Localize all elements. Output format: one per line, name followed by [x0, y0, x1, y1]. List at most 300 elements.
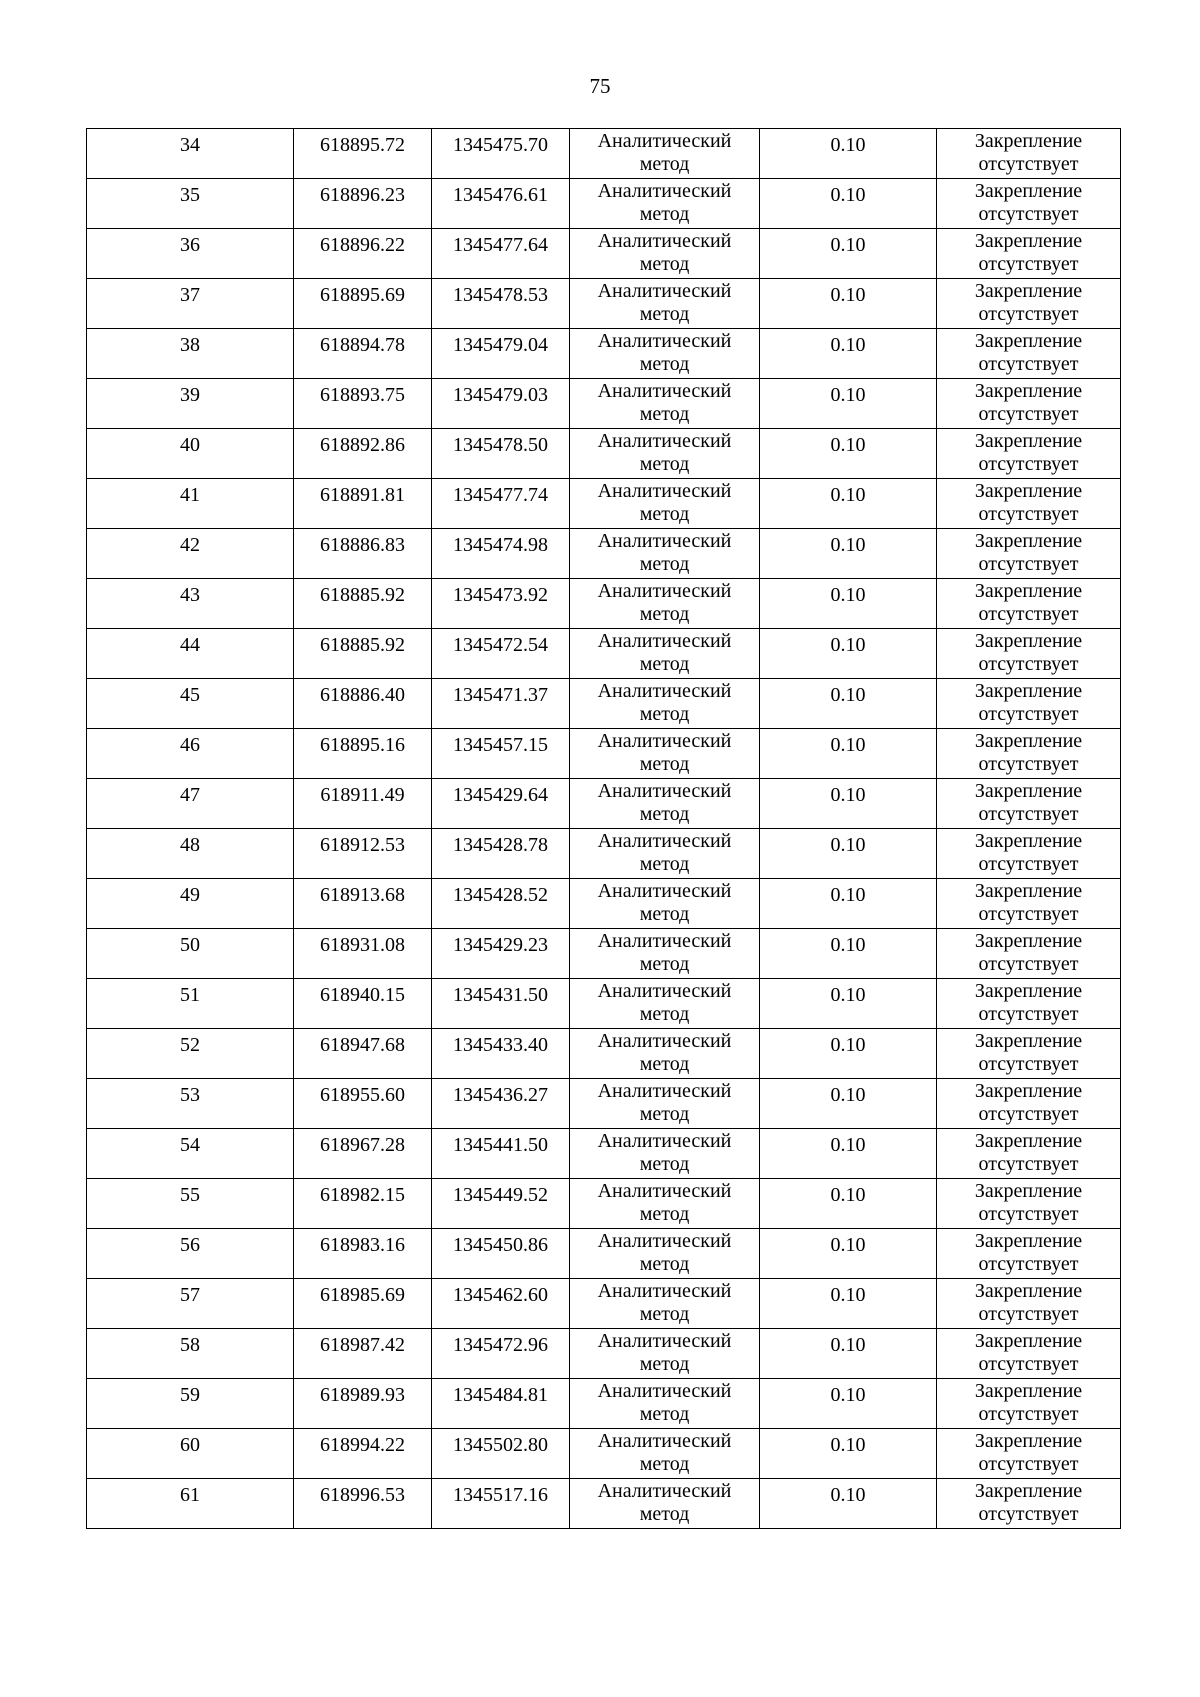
method-text: Аналитический	[597, 830, 732, 852]
point-number-cell: 53	[87, 1079, 294, 1129]
fixing-text: Закрепление	[974, 780, 1083, 802]
accuracy-cell: 0.10	[760, 629, 937, 679]
method-cell	[570, 279, 760, 329]
x-coordinate-cell: 618982.15	[294, 1179, 432, 1229]
fixing-cell	[937, 529, 1121, 579]
fixing-text: отсутствует	[978, 1003, 1079, 1025]
method-text: метод	[639, 853, 690, 875]
accuracy-cell: 0.10	[760, 1279, 937, 1329]
method-cell	[570, 1079, 760, 1129]
y-coordinate-cell: 1345433.40	[432, 1029, 570, 1079]
fixing-text: Закрепление	[974, 1330, 1083, 1352]
fixing-text: Закрепление	[974, 680, 1083, 702]
accuracy-cell: 0.10	[760, 129, 937, 179]
fixing-text: отсутствует	[978, 703, 1079, 725]
point-number-cell: 39	[87, 379, 294, 429]
accuracy-cell: 0.10	[760, 829, 937, 879]
table-row	[87, 629, 1121, 679]
y-coordinate-cell: 1345450.86	[432, 1229, 570, 1279]
y-coordinate-cell: 1345473.92	[432, 579, 570, 629]
accuracy-cell: 0.10	[760, 179, 937, 229]
method-text: метод	[639, 603, 690, 625]
point-number-cell: 37	[87, 279, 294, 329]
x-coordinate-cell: 618996.53	[294, 1479, 432, 1529]
method-cell	[570, 1229, 760, 1279]
y-coordinate-cell: 1345478.50	[432, 429, 570, 479]
y-coordinate-cell: 1345477.74	[432, 479, 570, 529]
x-coordinate-cell: 618994.22	[294, 1429, 432, 1479]
method-text: Аналитический	[597, 1480, 732, 1502]
method-text: метод	[639, 503, 690, 525]
x-coordinate-cell: 618940.15	[294, 979, 432, 1029]
method-text: метод	[639, 403, 690, 425]
method-text: Аналитический	[597, 1080, 732, 1102]
y-coordinate-cell: 1345472.54	[432, 629, 570, 679]
y-coordinate-cell: 1345428.78	[432, 829, 570, 879]
accuracy-cell: 0.10	[760, 929, 937, 979]
method-text: метод	[639, 1053, 690, 1075]
method-text: Аналитический	[597, 980, 732, 1002]
method-text: Аналитический	[597, 730, 732, 752]
method-text: Аналитический	[597, 1130, 732, 1152]
y-coordinate-cell: 1345474.98	[432, 529, 570, 579]
accuracy-cell: 0.10	[760, 1229, 937, 1279]
method-cell	[570, 129, 760, 179]
y-coordinate-cell: 1345502.80	[432, 1429, 570, 1479]
method-text: Аналитический	[597, 480, 732, 502]
fixing-text: отсутствует	[978, 353, 1079, 375]
method-cell	[570, 1329, 760, 1379]
table-row	[87, 229, 1121, 279]
fixing-text: отсутствует	[978, 1253, 1079, 1275]
point-number-cell: 48	[87, 829, 294, 879]
x-coordinate-cell: 618987.42	[294, 1329, 432, 1379]
y-coordinate-cell: 1345479.03	[432, 379, 570, 429]
fixing-text: отсутствует	[978, 1153, 1079, 1175]
fixing-text: отсутствует	[978, 503, 1079, 525]
x-coordinate-cell: 618895.16	[294, 729, 432, 779]
method-text: метод	[639, 1503, 690, 1525]
method-cell	[570, 429, 760, 479]
fixing-cell	[937, 579, 1121, 629]
y-coordinate-cell: 1345517.16	[432, 1479, 570, 1529]
method-cell	[570, 1429, 760, 1479]
x-coordinate-cell: 618896.22	[294, 229, 432, 279]
method-cell	[570, 179, 760, 229]
point-number-cell: 43	[87, 579, 294, 629]
fixing-cell	[937, 779, 1121, 829]
method-text: метод	[639, 1453, 690, 1475]
point-number-cell: 56	[87, 1229, 294, 1279]
fixing-text: отсутствует	[978, 303, 1079, 325]
y-coordinate-cell: 1345478.53	[432, 279, 570, 329]
fixing-cell	[937, 679, 1121, 729]
y-coordinate-cell: 1345484.81	[432, 1379, 570, 1429]
fixing-text: Закрепление	[974, 530, 1083, 552]
method-text: метод	[639, 553, 690, 575]
accuracy-cell: 0.10	[760, 529, 937, 579]
method-text: Аналитический	[597, 530, 732, 552]
fixing-text: Закрепление	[974, 1380, 1083, 1402]
fixing-cell	[937, 279, 1121, 329]
y-coordinate-cell: 1345449.52	[432, 1179, 570, 1229]
method-text: Аналитический	[597, 1180, 732, 1202]
y-coordinate-cell: 1345457.15	[432, 729, 570, 779]
point-number-cell: 52	[87, 1029, 294, 1079]
point-number-cell: 42	[87, 529, 294, 579]
fixing-text: отсутствует	[978, 953, 1079, 975]
fixing-text: Закрепление	[974, 930, 1083, 952]
fixing-text: Закрепление	[974, 1180, 1083, 1202]
accuracy-cell: 0.10	[760, 479, 937, 529]
method-cell	[570, 829, 760, 879]
method-text: Аналитический	[597, 1280, 732, 1302]
x-coordinate-cell: 618886.83	[294, 529, 432, 579]
fixing-text: отсутствует	[978, 1353, 1079, 1375]
point-number-cell: 36	[87, 229, 294, 279]
method-text: метод	[639, 1353, 690, 1375]
fixing-text: отсутствует	[978, 603, 1079, 625]
method-text: Аналитический	[597, 430, 732, 452]
fixing-cell	[937, 979, 1121, 1029]
y-coordinate-cell: 1345479.04	[432, 329, 570, 379]
y-coordinate-cell: 1345462.60	[432, 1279, 570, 1329]
method-text: Аналитический	[597, 1230, 732, 1252]
method-text: Аналитический	[597, 280, 732, 302]
method-cell	[570, 1179, 760, 1229]
table-row	[87, 1079, 1121, 1129]
x-coordinate-cell: 618895.69	[294, 279, 432, 329]
method-cell	[570, 1479, 760, 1529]
table-row	[87, 1029, 1121, 1079]
fixing-text: Закрепление	[974, 1030, 1083, 1052]
y-coordinate-cell: 1345428.52	[432, 879, 570, 929]
table-row	[87, 729, 1121, 779]
method-text: метод	[639, 153, 690, 175]
accuracy-cell: 0.10	[760, 1179, 937, 1229]
fixing-text: отсутствует	[978, 1303, 1079, 1325]
accuracy-cell: 0.10	[760, 1329, 937, 1379]
method-cell	[570, 679, 760, 729]
method-cell	[570, 579, 760, 629]
table-row	[87, 1179, 1121, 1229]
accuracy-cell: 0.10	[760, 729, 937, 779]
method-text: метод	[639, 1303, 690, 1325]
table-row	[87, 579, 1121, 629]
fixing-text: Закрепление	[974, 1480, 1083, 1502]
method-cell	[570, 1129, 760, 1179]
point-number-cell: 47	[87, 779, 294, 829]
fixing-text: Закрепление	[974, 1230, 1083, 1252]
x-coordinate-cell: 618894.78	[294, 329, 432, 379]
fixing-cell	[937, 1229, 1121, 1279]
method-text: метод	[639, 703, 690, 725]
accuracy-cell: 0.10	[760, 279, 937, 329]
method-text: метод	[639, 353, 690, 375]
fixing-text: отсутствует	[978, 653, 1079, 675]
method-cell	[570, 879, 760, 929]
method-text: Аналитический	[597, 330, 732, 352]
accuracy-cell: 0.10	[760, 579, 937, 629]
fixing-text: Закрепление	[974, 1130, 1083, 1152]
fixing-text: отсутствует	[978, 1503, 1079, 1525]
fixing-text: отсутствует	[978, 453, 1079, 475]
table-row	[87, 829, 1121, 879]
fixing-text: Закрепление	[974, 1280, 1083, 1302]
y-coordinate-cell: 1345436.27	[432, 1079, 570, 1129]
method-text: Аналитический	[597, 930, 732, 952]
fixing-cell	[937, 329, 1121, 379]
table-body	[87, 129, 1121, 1529]
page-number: 75	[589, 74, 611, 98]
fixing-cell	[937, 629, 1121, 679]
table-row	[87, 929, 1121, 979]
x-coordinate-cell: 618891.81	[294, 479, 432, 529]
fixing-text: Закрепление	[974, 880, 1083, 902]
table-row	[87, 279, 1121, 329]
point-number-cell: 55	[87, 1179, 294, 1229]
y-coordinate-cell: 1345431.50	[432, 979, 570, 1029]
method-text: метод	[639, 1103, 690, 1125]
x-coordinate-cell: 618911.49	[294, 779, 432, 829]
fixing-text: Закрепление	[974, 380, 1083, 402]
table-row	[87, 679, 1121, 729]
fixing-text: Закрепление	[974, 580, 1083, 602]
y-coordinate-cell: 1345477.64	[432, 229, 570, 279]
method-text: Аналитический	[597, 380, 732, 402]
point-number-cell: 41	[87, 479, 294, 529]
accuracy-cell: 0.10	[760, 1379, 937, 1429]
fixing-text: отсутствует	[978, 853, 1079, 875]
x-coordinate-cell: 618913.68	[294, 879, 432, 929]
table-row	[87, 1379, 1121, 1429]
method-cell	[570, 779, 760, 829]
fixing-cell	[937, 129, 1121, 179]
table-row	[87, 329, 1121, 379]
x-coordinate-cell: 618885.92	[294, 579, 432, 629]
fixing-cell	[937, 1129, 1121, 1179]
fixing-cell	[937, 1079, 1121, 1129]
coordinates-table	[86, 128, 1121, 1529]
x-coordinate-cell: 618892.86	[294, 429, 432, 479]
point-number-cell: 51	[87, 979, 294, 1029]
fixing-cell	[937, 1029, 1121, 1079]
method-text: Аналитический	[597, 130, 732, 152]
method-text: метод	[639, 1403, 690, 1425]
method-text: Аналитический	[597, 580, 732, 602]
table-row	[87, 129, 1121, 179]
x-coordinate-cell: 618989.93	[294, 1379, 432, 1429]
point-number-cell: 45	[87, 679, 294, 729]
fixing-text: отсутствует	[978, 253, 1079, 275]
point-number-cell: 38	[87, 329, 294, 379]
method-text: Аналитический	[597, 1330, 732, 1352]
accuracy-cell: 0.10	[760, 1079, 937, 1129]
y-coordinate-cell: 1345476.61	[432, 179, 570, 229]
fixing-text: отсутствует	[978, 153, 1079, 175]
accuracy-cell: 0.10	[760, 779, 937, 829]
x-coordinate-cell: 618967.28	[294, 1129, 432, 1179]
fixing-cell	[937, 1429, 1121, 1479]
method-cell	[570, 329, 760, 379]
method-text: Аналитический	[597, 880, 732, 902]
method-text: Аналитический	[597, 1430, 732, 1452]
point-number-cell: 34	[87, 129, 294, 179]
y-coordinate-cell: 1345472.96	[432, 1329, 570, 1379]
method-cell	[570, 929, 760, 979]
fixing-text: Закрепление	[974, 330, 1083, 352]
fixing-cell	[937, 379, 1121, 429]
method-text: метод	[639, 1203, 690, 1225]
method-text: метод	[639, 953, 690, 975]
fixing-cell	[937, 479, 1121, 529]
accuracy-cell: 0.10	[760, 1129, 937, 1179]
point-number-cell: 57	[87, 1279, 294, 1329]
method-text: метод	[639, 303, 690, 325]
accuracy-cell: 0.10	[760, 229, 937, 279]
fixing-text: отсутствует	[978, 1453, 1079, 1475]
method-cell	[570, 1279, 760, 1329]
point-number-cell: 35	[87, 179, 294, 229]
x-coordinate-cell: 618895.72	[294, 129, 432, 179]
x-coordinate-cell: 618886.40	[294, 679, 432, 729]
method-cell	[570, 379, 760, 429]
fixing-text: Закрепление	[974, 180, 1083, 202]
fixing-cell	[937, 229, 1121, 279]
x-coordinate-cell: 618985.69	[294, 1279, 432, 1329]
fixing-cell	[937, 1279, 1121, 1329]
y-coordinate-cell: 1345441.50	[432, 1129, 570, 1179]
fixing-text: Закрепление	[974, 130, 1083, 152]
y-coordinate-cell: 1345471.37	[432, 679, 570, 729]
method-cell	[570, 479, 760, 529]
fixing-text: отсутствует	[978, 803, 1079, 825]
method-cell	[570, 1029, 760, 1079]
point-number-cell: 59	[87, 1379, 294, 1429]
accuracy-cell: 0.10	[760, 429, 937, 479]
method-text: метод	[639, 903, 690, 925]
x-coordinate-cell: 618947.68	[294, 1029, 432, 1079]
point-number-cell: 61	[87, 1479, 294, 1529]
fixing-text: отсутствует	[978, 1053, 1079, 1075]
method-text: Аналитический	[597, 1030, 732, 1052]
method-cell	[570, 979, 760, 1029]
point-number-cell: 54	[87, 1129, 294, 1179]
point-number-cell: 46	[87, 729, 294, 779]
fixing-text: Закрепление	[974, 630, 1083, 652]
method-text: метод	[639, 1003, 690, 1025]
method-text: метод	[639, 453, 690, 475]
fixing-text: отсутствует	[978, 903, 1079, 925]
accuracy-cell: 0.10	[760, 979, 937, 1029]
fixing-cell	[937, 1329, 1121, 1379]
accuracy-cell: 0.10	[760, 379, 937, 429]
fixing-cell	[937, 1479, 1121, 1529]
table-row	[87, 1129, 1121, 1179]
point-number-cell: 50	[87, 929, 294, 979]
fixing-text: Закрепление	[974, 230, 1083, 252]
method-text: метод	[639, 203, 690, 225]
fixing-cell	[937, 1379, 1121, 1429]
x-coordinate-cell: 618893.75	[294, 379, 432, 429]
fixing-text: отсутствует	[978, 1103, 1079, 1125]
fixing-text: Закрепление	[974, 480, 1083, 502]
x-coordinate-cell: 618885.92	[294, 629, 432, 679]
method-cell	[570, 529, 760, 579]
point-number-cell: 58	[87, 1329, 294, 1379]
method-cell	[570, 229, 760, 279]
accuracy-cell: 0.10	[760, 1429, 937, 1479]
x-coordinate-cell: 618896.23	[294, 179, 432, 229]
method-cell	[570, 629, 760, 679]
table-row	[87, 979, 1121, 1029]
method-text: Аналитический	[597, 780, 732, 802]
fixing-text: Закрепление	[974, 1430, 1083, 1452]
x-coordinate-cell: 618955.60	[294, 1079, 432, 1129]
table-row	[87, 1329, 1121, 1379]
fixing-text: Закрепление	[974, 730, 1083, 752]
method-text: метод	[639, 803, 690, 825]
point-number-cell: 60	[87, 1429, 294, 1479]
y-coordinate-cell: 1345475.70	[432, 129, 570, 179]
table-row	[87, 779, 1121, 829]
method-text: Аналитический	[597, 680, 732, 702]
method-text: Аналитический	[597, 180, 732, 202]
fixing-text: Закрепление	[974, 280, 1083, 302]
accuracy-cell: 0.10	[760, 1479, 937, 1529]
fixing-text: отсутствует	[978, 403, 1079, 425]
table-row	[87, 479, 1121, 529]
method-text: метод	[639, 253, 690, 275]
fixing-cell	[937, 729, 1121, 779]
method-text: Аналитический	[597, 630, 732, 652]
fixing-cell	[937, 829, 1121, 879]
fixing-text: Закрепление	[974, 1080, 1083, 1102]
method-text: метод	[639, 1153, 690, 1175]
fixing-text: Закрепление	[974, 430, 1083, 452]
table-row	[87, 179, 1121, 229]
table-row	[87, 529, 1121, 579]
table-row	[87, 1279, 1121, 1329]
point-number-cell: 40	[87, 429, 294, 479]
accuracy-cell: 0.10	[760, 329, 937, 379]
table-row	[87, 1479, 1121, 1529]
y-coordinate-cell: 1345429.23	[432, 929, 570, 979]
method-cell	[570, 1379, 760, 1429]
fixing-text: отсутствует	[978, 1203, 1079, 1225]
y-coordinate-cell: 1345429.64	[432, 779, 570, 829]
method-text: метод	[639, 753, 690, 775]
fixing-text: отсутствует	[978, 553, 1079, 575]
fixing-text: отсутствует	[978, 203, 1079, 225]
method-text: метод	[639, 1253, 690, 1275]
accuracy-cell: 0.10	[760, 679, 937, 729]
x-coordinate-cell: 618983.16	[294, 1229, 432, 1279]
point-number-cell: 49	[87, 879, 294, 929]
x-coordinate-cell: 618912.53	[294, 829, 432, 879]
accuracy-cell: 0.10	[760, 879, 937, 929]
fixing-cell	[937, 879, 1121, 929]
x-coordinate-cell: 618931.08	[294, 929, 432, 979]
fixing-text: Закрепление	[974, 980, 1083, 1002]
accuracy-cell: 0.10	[760, 1029, 937, 1079]
fixing-text: отсутствует	[978, 1403, 1079, 1425]
fixing-text: отсутствует	[978, 753, 1079, 775]
fixing-text: Закрепление	[974, 830, 1083, 852]
table-row	[87, 879, 1121, 929]
fixing-cell	[937, 179, 1121, 229]
table-row	[87, 429, 1121, 479]
